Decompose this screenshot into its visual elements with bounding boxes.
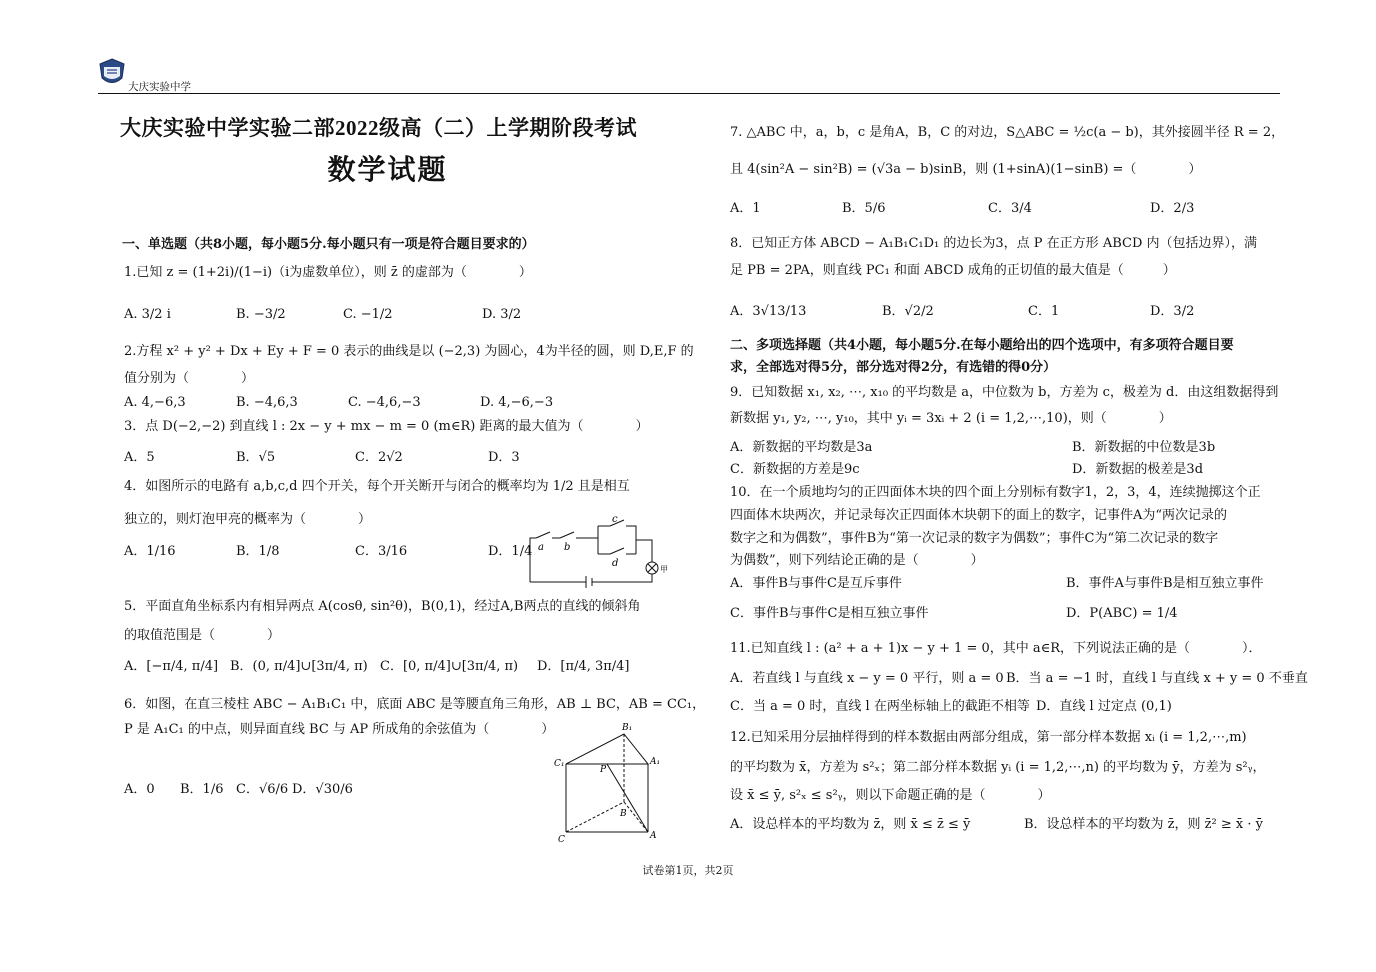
q11-option-d: D．直线 l 过定点 (0,1)	[1036, 699, 1172, 714]
prism-label-b1: B₁	[622, 723, 633, 733]
q2-stem-line2: 值分别为（ ）	[124, 371, 255, 386]
q3-option-d: D．3	[488, 450, 520, 465]
q5-option-c: C．[0, π/4]∪[3π/4, π)	[380, 659, 519, 674]
q4-option-c: C．3/16	[355, 544, 408, 559]
q8-option-d: D．3/2	[1150, 304, 1195, 319]
q8-option-b: B．√2/2	[882, 304, 934, 319]
q9-stem-line1: 9．已知数据 x₁, x₂, ⋯, x₁₀ 的平均数是 a，中位数为 b，方差为 c，极差为 d．由这组数据得到	[730, 385, 1279, 400]
q8-option-a: A．3√13/13	[730, 304, 807, 319]
school-logo	[98, 58, 126, 88]
q12-stem-line3: 设 x̄ ≤ ȳ, s²ₓ ≤ s²ᵧ，则以下命题正确的是（ ）	[730, 788, 1051, 803]
q5-option-a: A．[−π/4, π/4]	[124, 659, 219, 674]
q4-option-a: A．1/16	[124, 544, 176, 559]
q7-option-c: C．3/4	[988, 201, 1032, 216]
q10-option-b: B．事件A与事件B是相互独立事件	[1066, 576, 1264, 591]
q12-option-a: A．设总样本的平均数为 z̄，则 x̄ ≤ z̄ ≤ ȳ	[730, 817, 971, 832]
section-single-choice: 一、单选题（共8小题，每小题5分.每小题只有一项是符合题目要求的）	[122, 237, 535, 252]
q3-option-a: A．5	[124, 450, 155, 465]
q11-option-b: B．当 a = −1 时，直线 l 与直线 x + y = 0 不垂直	[1006, 671, 1308, 686]
q1-option-b: B. −3/2	[236, 307, 286, 322]
q1-option-d: D. 3/2	[482, 307, 522, 322]
q10-option-a: A．事件B与事件C是互斥事件	[730, 576, 902, 591]
section-multiple-choice-line2: 求，全部选对得5分，部分选对得2分，有选错的得0分）	[730, 360, 1057, 375]
q2-option-c: C. −4,6,−3	[348, 395, 421, 410]
q4-option-b: B．1/8	[236, 544, 280, 559]
header-rule	[98, 93, 1280, 94]
q12-stem-line1: 12.已知采用分层抽样得到的样本数据由两部分组成，第一部分样本数据 xᵢ (i = 1,2,⋯,m)	[730, 730, 1247, 745]
q7-stem-line2: 且 4(sin²A − sin²B) = (√3a − b)sinB，则 (1+sinA)(1−sinB) =（ ）	[730, 162, 1202, 177]
q5-option-b: B．(0, π/4]∪[3π/4, π)	[230, 659, 368, 674]
q8-stem-line1: 8．已知正方体 ABCD − A₁B₁C₁D₁ 的边长为3，点 P 在正方形 ABCD 内（包括边界），满	[730, 236, 1258, 251]
q9-stem-line2: 新数据 y₁, y₂, ⋯, y₁₀，其中 yᵢ = 3xᵢ + 2 (i = 1,2,⋯,10)，则（ ）	[730, 411, 1172, 426]
circuit-label-lamp: 甲	[660, 565, 668, 574]
circuit-label-a: a	[538, 542, 544, 553]
section-multiple-choice-line1: 二、多项选择题（共4小题，每小题5分.在每小题给出的四个选项中，有多项符合题目要	[730, 338, 1234, 353]
q6-option-d: D．√30/6	[292, 782, 353, 797]
q6-option-c: C．√6/6	[236, 782, 289, 797]
exam-title: 大庆实验中学实验二部2022级高（二）上学期阶段考试	[120, 116, 637, 140]
q5-stem-line2: 的取值范围是（ ）	[124, 628, 281, 643]
q10-option-d: D．P(ABC) = 1/4	[1066, 606, 1178, 621]
q11-option-c: C．当 a = 0 时，直线 l 在两坐标轴上的截距不相等	[730, 699, 1030, 714]
q9-option-a: A．新数据的平均数是3a	[730, 440, 873, 455]
q3-stem: 3．点 D(−2,−2) 到直线 l : 2x − y + mx − m = 0 (m∈R) 距离的最大值为（ ）	[124, 419, 649, 434]
circuit-label-d: d	[612, 558, 619, 569]
prism-label-c: C	[558, 835, 565, 845]
q12-option-b: B．设总样本的平均数为 z̄，则 z̄² ≥ x̄ · ȳ	[1024, 817, 1263, 832]
q2-option-b: B. −4,6,3	[236, 395, 298, 410]
q1-stem: 1.已知 z = (1+2i)/(1−i)（i为虚数单位），则 z̄ 的虚部为（ ）	[124, 265, 532, 280]
q6-option-b: B．1/6	[180, 782, 224, 797]
prism-label-p: P	[600, 765, 607, 775]
q5-option-d: D．[π/4, 3π/4]	[537, 659, 630, 674]
prism-diagram	[548, 720, 670, 848]
q12-stem-line2: 的平均数为 x̄，方差为 s²ₓ；第二部分样本数据 yᵢ (i = 1,2,⋯,n) 的平均数为 ȳ，方差为 s²ᵧ，	[730, 760, 1266, 775]
prism-label-c1: C₁	[554, 759, 565, 769]
circuit-diagram	[526, 514, 676, 590]
q10-option-c: C．事件B与事件C是相互独立事件	[730, 606, 929, 621]
prism-label-a1: A₁	[650, 757, 661, 767]
circuit-label-c: c	[612, 514, 618, 525]
q7-option-b: B．5/6	[842, 201, 886, 216]
q4-stem-line1: 4．如图所示的电路有 a,b,c,d 四个开关，每个开关断开与闭合的概率均为 1/2 且是相互	[124, 479, 630, 494]
q7-option-d: D．2/3	[1150, 201, 1195, 216]
q4-option-d: D．1/4	[488, 544, 533, 559]
q2-stem-line1: 2.方程 x² + y² + Dx + Ey + F = 0 表示的曲线是以 (−2,3) 为圆心，4为半径的圆，则 D,E,F 的	[124, 344, 694, 359]
q10-stem-line4: 为偶数”，则下列结论正确的是（ ）	[730, 553, 984, 568]
q1-option-c: C. −1/2	[343, 307, 393, 322]
q10-stem-line2: 四面体木块两次，并记录每次正四面体木块朝下的面上的数字，记事件A为“两次记录的	[730, 508, 1228, 523]
q2-option-a: A. 4,−6,3	[124, 395, 186, 410]
q8-stem-line2: 足 PB = 2PA，则直线 PC₁ 和面 ABCD 成角的正切值的最大值是（ ）	[730, 263, 1176, 278]
q9-option-b: B．新数据的中位数是3b	[1072, 440, 1216, 455]
q8-option-c: C．1	[1028, 304, 1060, 319]
prism-label-a: A	[650, 831, 657, 841]
circuit-label-b: b	[564, 542, 571, 553]
q9-option-d: D．新数据的极差是3d	[1072, 462, 1204, 477]
q1-option-a: A. 3/2 i	[124, 307, 171, 322]
q10-stem-line3: 数字之和为偶数”，事件B为“第一次记录的数字为偶数”；事件C为“第二次记录的数字	[730, 531, 1219, 546]
q3-option-b: B．√5	[236, 450, 276, 465]
q7-stem-line1: 7. △ABC 中，a，b，c 是角A，B，C 的对边，S△ABC = ½c(a − b)，其外接圆半径 R = 2，	[730, 125, 1285, 140]
q10-stem-line1: 10．在一个质地均匀的正四面体木块的四个面上分别标有数字1，2，3，4，连续抛掷这个正	[730, 485, 1261, 500]
exam-subject-title: 数学试题	[327, 155, 448, 186]
header-school-name: 大庆实验中学	[128, 81, 191, 93]
q6-option-a: A．0	[124, 782, 155, 797]
q11-option-a: A．若直线 l 与直线 x − y = 0 平行，则 a = 0	[730, 671, 1004, 686]
q2-option-d: D. 4,−6,−3	[480, 395, 554, 410]
page-footer: 试卷第1页，共2页	[642, 864, 734, 877]
q11-stem: 11.已知直线 l : (a² + a + 1)x − y + 1 = 0，其中 a∈R，下列说法正确的是（ ）．	[730, 641, 1262, 656]
q7-option-a: A．1	[730, 201, 761, 216]
prism-label-b: B	[620, 809, 627, 819]
q6-stem-line2: P 是 A₁C₁ 的中点，则异面直线 BC 与 AP 所成角的余弦值为（ ）	[124, 722, 555, 737]
q6-stem-line1: 6．如图，在直三棱柱 ABC − A₁B₁C₁ 中，底面 ABC 是等腰直角三角形，AB ⊥ BC，AB = CC₁，	[124, 697, 706, 712]
q5-stem-line1: 5．平面直角坐标系内有相异两点 A(cosθ, sin²θ)，B(0,1)，经过A,B两点的直线的倾斜角	[124, 599, 641, 614]
q9-option-c: C．新数据的方差是9c	[730, 462, 860, 477]
q4-stem-line2: 独立的，则灯泡甲亮的概率为（ ）	[124, 512, 372, 527]
q3-option-c: C．2√2	[355, 450, 403, 465]
